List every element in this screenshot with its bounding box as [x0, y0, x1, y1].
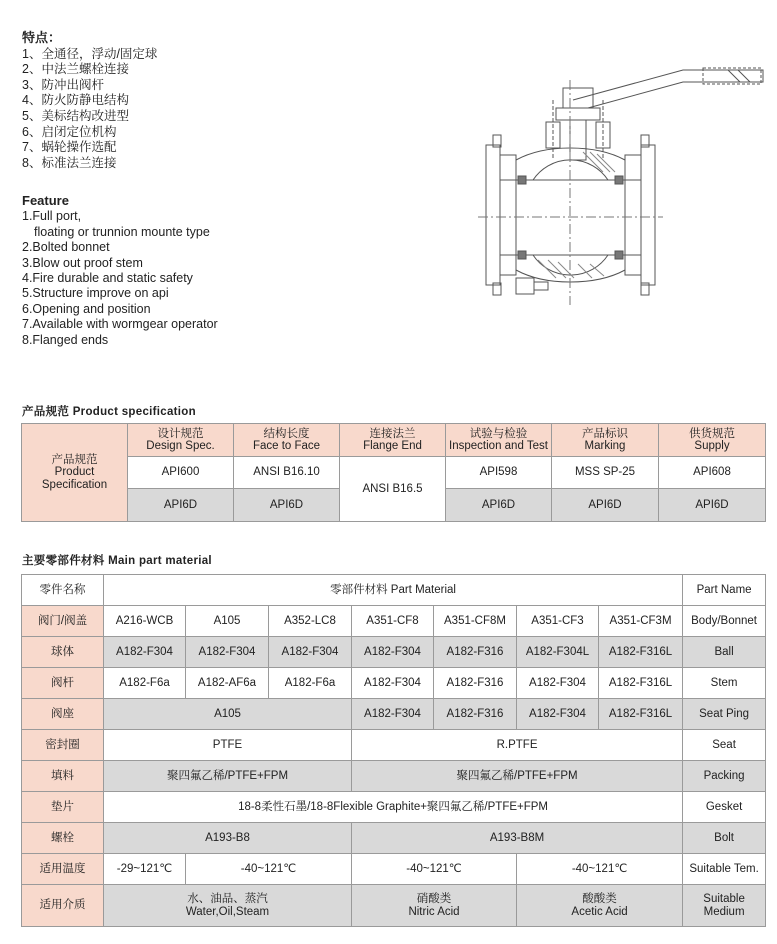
spec-header	[234, 424, 340, 457]
medium-name-2: Medium	[703, 905, 745, 918]
material-cell: A182-F316	[434, 637, 517, 668]
feature-cn-item: 3、防冲出阀杆	[22, 77, 104, 92]
material-cell: A105	[186, 606, 269, 637]
material-cell: A105	[104, 699, 352, 730]
medium-cn: 硝酸类	[416, 893, 452, 905]
material-cell: A351-CF3	[517, 606, 599, 637]
row-label: 螺栓	[22, 823, 104, 854]
feature-en-item: 8.Flanged ends	[22, 332, 109, 347]
material-cell: A216-WCB	[104, 606, 186, 637]
medium-en: Water,Oil,Steam	[185, 905, 270, 918]
material-header-material: 零部件材料 Part Material	[104, 575, 683, 606]
features-en	[22, 193, 218, 348]
row-label: 密封圈	[22, 730, 104, 761]
material-cell: -29~121℃	[104, 854, 186, 885]
material-cell: A182-F304	[517, 699, 599, 730]
features-cn	[22, 30, 157, 171]
spec-row-label-en1: Product	[54, 466, 95, 479]
spec-cell: API6D	[659, 489, 766, 522]
material-cell: -40~121℃	[186, 854, 352, 885]
row-label: 球体	[22, 637, 104, 668]
material-cell: A182-F304	[352, 668, 434, 699]
material-cell: 聚四氟乙稀/PTFE+FPM	[104, 761, 352, 792]
table-row	[22, 792, 766, 823]
feature-en-item: 2.Bolted bonnet	[22, 240, 110, 255]
material-cell: PTFE	[104, 730, 352, 761]
material-cell: A182-F6a	[104, 668, 186, 699]
row-label: 适用介质	[22, 885, 104, 927]
feature-cn-item: 7、蜗轮操作选配	[22, 140, 117, 155]
table-row	[22, 668, 766, 699]
row-label: 适用温度	[22, 854, 104, 885]
feature-en-item: 3.Blow out proof stem	[22, 255, 143, 270]
ball-valve-drawing	[478, 60, 768, 310]
row-label: 阀门/阀盖	[22, 606, 104, 637]
features-en-title: Feature	[22, 193, 69, 208]
spec-row-label	[22, 424, 128, 522]
spec-header-cn: 试验与检验	[469, 427, 528, 440]
feature-en-item: 4.Fire durable and static safety	[22, 271, 193, 286]
material-cell: A351-CF8	[352, 606, 434, 637]
spec-header-en: Supply	[694, 440, 730, 452]
table-row	[22, 854, 766, 885]
material-cell: A182-F304	[269, 637, 352, 668]
spec-header-en: Inspection and Test	[449, 440, 548, 452]
spec-section-title: 产品规范 Product specification	[22, 406, 196, 418]
table-row	[22, 730, 766, 761]
row-part-name: Gesket	[683, 792, 766, 823]
medium-cn: 酸酸类	[582, 893, 617, 905]
table-row	[22, 637, 766, 668]
spec-header-cn: 连接法兰	[369, 427, 416, 440]
spec-header	[128, 424, 234, 457]
material-cell: A351-CF3M	[599, 606, 683, 637]
material-cell	[104, 885, 352, 927]
spec-header-en: Design Spec.	[146, 440, 215, 452]
row-label: 填料	[22, 761, 104, 792]
material-cell: A182-AF6a	[186, 668, 269, 699]
spec-cell: API6D	[552, 489, 659, 522]
material-cell: 聚四氟乙稀/PTFE+FPM	[352, 761, 683, 792]
spec-cell: API6D	[446, 489, 552, 522]
material-cell: -40~121℃	[352, 854, 517, 885]
row-part-name: Seat Ping	[683, 699, 766, 730]
material-cell: R.PTFE	[352, 730, 683, 761]
row-part-name: Stem	[683, 668, 766, 699]
material-cell: A193-B8M	[352, 823, 683, 854]
table-row	[22, 823, 766, 854]
row-label: 垫片	[22, 792, 104, 823]
material-cell: A182-F6a	[269, 668, 352, 699]
spec-header	[659, 424, 766, 457]
feature-cn-item: 4、防火防静电结构	[22, 93, 129, 108]
medium-cn: 水、油品、蒸汽	[187, 893, 268, 905]
material-cell: A182-F304	[352, 637, 434, 668]
table-row	[22, 699, 766, 730]
material-cell: A182-F316L	[599, 668, 683, 699]
medium-en: Nitric Acid	[408, 905, 460, 918]
row-part-name: Ball	[683, 637, 766, 668]
spec-row-label-cn: 产品规范	[51, 453, 98, 466]
feature-en-item: 6.Opening and position	[22, 301, 151, 316]
material-cell	[352, 885, 517, 927]
spec-header-en: Face to Face	[252, 440, 321, 452]
spec-cell: ANSI B16.5	[340, 457, 446, 522]
material-cell: A193-B8	[104, 823, 352, 854]
spec-header	[340, 424, 446, 457]
feature-en-item: floating or trunnion mounte type	[34, 224, 210, 239]
material-cell: A182-F304	[352, 699, 434, 730]
spec-cell: API598	[446, 457, 552, 489]
spec-table	[21, 423, 766, 522]
spec-header-en: Marking	[584, 440, 626, 452]
features-cn-title: 特点：	[22, 30, 62, 45]
spec-cell: API6D	[128, 489, 234, 522]
feature-cn-item: 5、美标结构改进型	[22, 108, 129, 123]
feature-cn-item: 1、全通径，浮动/固定球	[22, 46, 158, 61]
medium-en: Acetic Acid	[571, 905, 628, 918]
spec-row-label-en2: Specification	[41, 478, 108, 491]
row-part-name	[683, 885, 766, 927]
feature-en-item: 1.Full port,	[22, 209, 82, 224]
table-row	[22, 885, 766, 927]
material-cell: A182-F304	[186, 637, 269, 668]
table-row	[22, 606, 766, 637]
spec-cell: API6D	[234, 489, 340, 522]
material-cell: A182-F304	[517, 668, 599, 699]
row-part-name: Body/Bonnet	[683, 606, 766, 637]
material-cell: A182-F304L	[517, 637, 599, 668]
row-part-name: Bolt	[683, 823, 766, 854]
material-cell: 18-8柔性石墨/18-8Flexible Graphite+聚四氟乙稀/PTFE+FPM	[104, 792, 683, 823]
feature-cn-item: 2、中法兰螺栓连接	[22, 62, 129, 77]
feature-en-item: 7.Available with wormgear operator	[22, 317, 218, 332]
spec-header-cn: 结构长度	[263, 427, 310, 440]
spec-header-cn: 设计规范	[157, 427, 204, 440]
row-part-name: Seat	[683, 730, 766, 761]
spec-header-cn: 供货规范	[689, 427, 735, 440]
spec-header	[552, 424, 659, 457]
material-header-name: Part Name	[683, 575, 766, 606]
material-cell: A182-F304	[104, 637, 186, 668]
spec-cell: API600	[128, 457, 234, 489]
material-cell: A182-F316	[434, 668, 517, 699]
spec-cell: ANSI B16.10	[234, 457, 340, 489]
row-part-name: Packing	[683, 761, 766, 792]
table-row	[22, 761, 766, 792]
spec-cell: API608	[659, 457, 766, 489]
spec-header-en: Flange End	[363, 440, 422, 452]
material-cell: A182-F316L	[599, 637, 683, 668]
spec-header-cn: 产品标识	[582, 427, 628, 440]
material-cell: A182-F316L	[599, 699, 683, 730]
medium-name-1: Suitable	[703, 893, 745, 905]
material-cell: A351-CF8M	[434, 606, 517, 637]
material-table	[21, 574, 766, 927]
feature-cn-item: 8、标准法兰连接	[22, 155, 117, 170]
row-label: 阀杆	[22, 668, 104, 699]
material-header-part: 零件名称	[22, 575, 104, 606]
spec-cell: MSS SP-25	[552, 457, 659, 489]
spec-header	[446, 424, 552, 457]
feature-cn-item: 6、启闭定位机构	[22, 124, 117, 139]
material-cell	[517, 885, 683, 927]
feature-en-item: 5.Structure improve on api	[22, 286, 169, 301]
material-cell: -40~121℃	[517, 854, 683, 885]
material-cell: A352-LC8	[269, 606, 352, 637]
material-section-title: 主要零部件材料 Main part material	[22, 555, 212, 567]
material-cell: A182-F316	[434, 699, 517, 730]
row-part-name: Suitable Tem.	[683, 854, 766, 885]
row-label: 阀座	[22, 699, 104, 730]
